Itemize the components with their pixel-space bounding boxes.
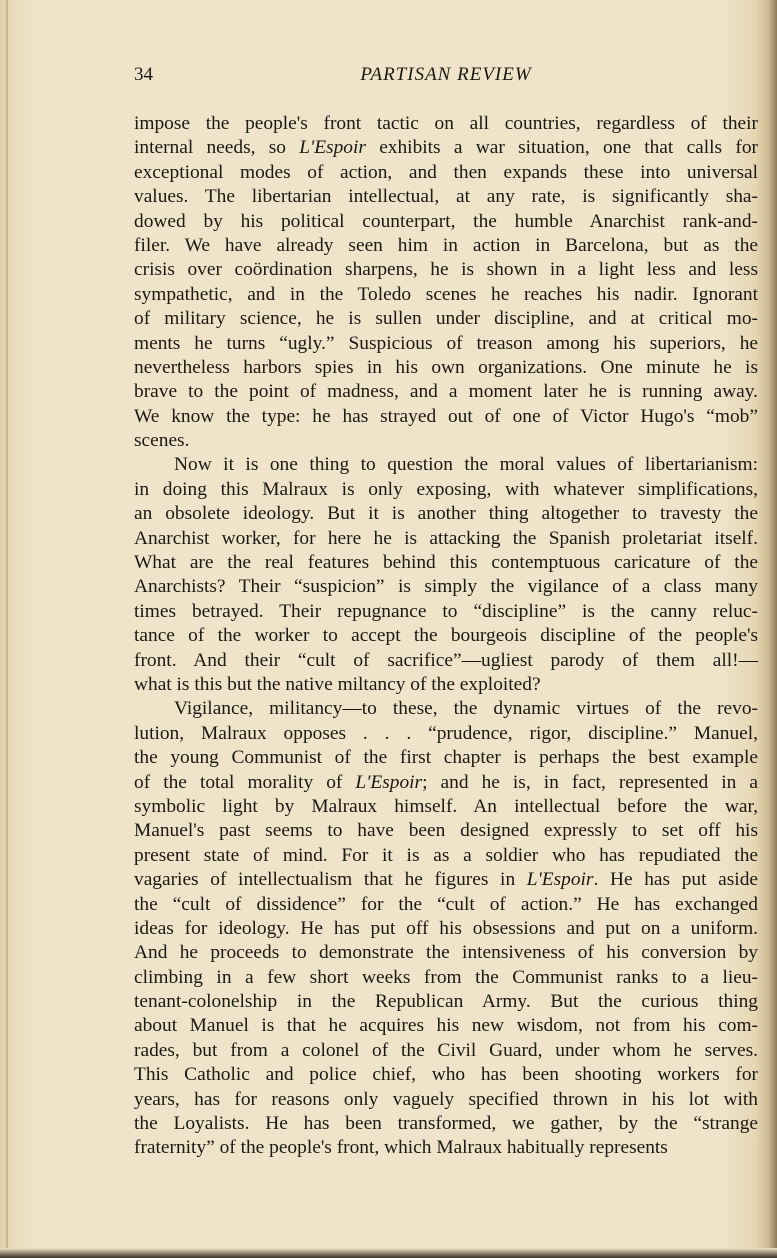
running-head	[134, 62, 758, 92]
journal-title: PARTISAN REVIEW	[360, 64, 532, 85]
text-line: climbing in a few short weeks from the Communist ranks to a lieu-	[134, 966, 758, 988]
text-line: What are the real features behind this contemptuous caricature of the	[134, 552, 758, 574]
text-line: present state of mind. For it is as a soldier who has repudiated the	[134, 844, 758, 866]
paragraph	[134, 453, 758, 697]
page-bottom-edge	[0, 1248, 777, 1258]
text-line: values. The libertarian intellectual, at any rate, is significantly sha-	[134, 186, 758, 208]
page-gutter	[6, 0, 8, 1258]
text-line: Manuel's past seems to have been designed expressly to set off his	[134, 820, 758, 842]
text-line: times betrayed. Their repugnance to “discipline” is the canny reluc-	[134, 600, 758, 622]
text-line: ments he turns “ugly.” Suspicious of treason among his superiors, he	[134, 332, 758, 354]
text-line: tance of the worker to accept the bourgeois discipline of the people's	[134, 625, 758, 647]
text-line: of military science, he is sullen under discipline, and at critical mo-	[134, 308, 758, 330]
text-line: Vigilance, militancy—to these, the dynamic virtues of the revo-	[174, 698, 758, 720]
text-line: Anarchists? Their “suspicion” is simply the vigilance of a class many	[134, 576, 758, 598]
text-line: filer. We have already seen him in action in Barcelona, but as the	[134, 234, 758, 256]
text-line: brave to the point of madness, and a moment later he is running away.	[134, 381, 758, 403]
text-line: the Loyalists. He has been transformed, we gather, by the “strange	[134, 1113, 758, 1135]
text-line: an obsolete ideology. But it is another thing altogether to travesty the	[134, 503, 758, 525]
text-line: scenes.	[134, 430, 190, 452]
text-line: dowed by his political counterpart, the humble Anarchist rank-and-	[134, 210, 758, 232]
text-line: And he proceeds to demonstrate the intensiveness of his conversion by	[134, 942, 758, 964]
text-line: front. And their “cult of sacrifice”—ugliest parody of them all!—	[134, 649, 758, 671]
text-line: Anarchist worker, for here he is attacking the Spanish proletariat itself.	[134, 527, 758, 549]
text-line: the young Communist of the first chapter is perhaps the best example	[134, 747, 758, 769]
text-line: tenant-colonelship in the Republican Army. But the curious thing	[134, 991, 758, 1013]
text-line: about Manuel is that he acquires his new wisdom, not from his com-	[134, 1015, 758, 1037]
text-line: impose the people's front tactic on all countries, regardless of their	[134, 113, 758, 134]
text-line: We know the type: he has strayed out of one of Victor Hugo's “mob”	[134, 405, 758, 427]
text-line: lution, Malraux opposes . . . “prudence, rigor, discipline.” Manuel,	[134, 722, 758, 744]
text-line: in doing this Malraux is only exposing, with whatever simplifications,	[134, 478, 758, 500]
text-line: fraternity” of the people's front, which Malraux habitually represents	[134, 1137, 668, 1159]
text-line: the “cult of dissidence” for the “cult of action.” He has exchanged	[134, 893, 758, 915]
paragraph	[134, 112, 758, 453]
text-line: vagaries of intellectualism that he figures in L'Espoir. He has put aside	[134, 869, 758, 891]
text-line: This Catholic and police chief, who has been shooting workers for	[134, 1064, 758, 1086]
text-line: symbolic light by Malraux himself. An intellectual before the war,	[134, 795, 758, 817]
text-line: years, has for reasons only vaguely specified thrown in his lot with	[134, 1088, 758, 1110]
text-line: nevertheless harbors spies in his own organizations. One minute he is	[134, 356, 758, 378]
text-line: ideas for ideology. He has put off his obsessions and put on a uniform.	[134, 917, 758, 939]
body-text	[134, 112, 758, 1161]
text-line: of the total morality of L'Espoir; and he is, in fact, represented in a	[134, 771, 758, 793]
text-line: rades, but from a colonel of the Civil Guard, under whom he serves.	[134, 1039, 758, 1061]
text-line: internal needs, so L'Espoir exhibits a war situation, one that calls for	[134, 137, 758, 159]
text-line: exceptional modes of action, and then expands these into universal	[134, 161, 758, 183]
text-line: what is this but the native miltancy of the exploited?	[134, 673, 541, 695]
page-number: 34	[134, 64, 153, 85]
text-line: sympathetic, and in the Toledo scenes he reaches his nadir. Ignorant	[134, 283, 758, 305]
text-line: Now it is one thing to question the moral values of libertarianism:	[174, 454, 758, 476]
text-line: crisis over coördination sharpens, he is shown in a light less and less	[134, 259, 758, 281]
paragraph	[134, 697, 758, 1160]
